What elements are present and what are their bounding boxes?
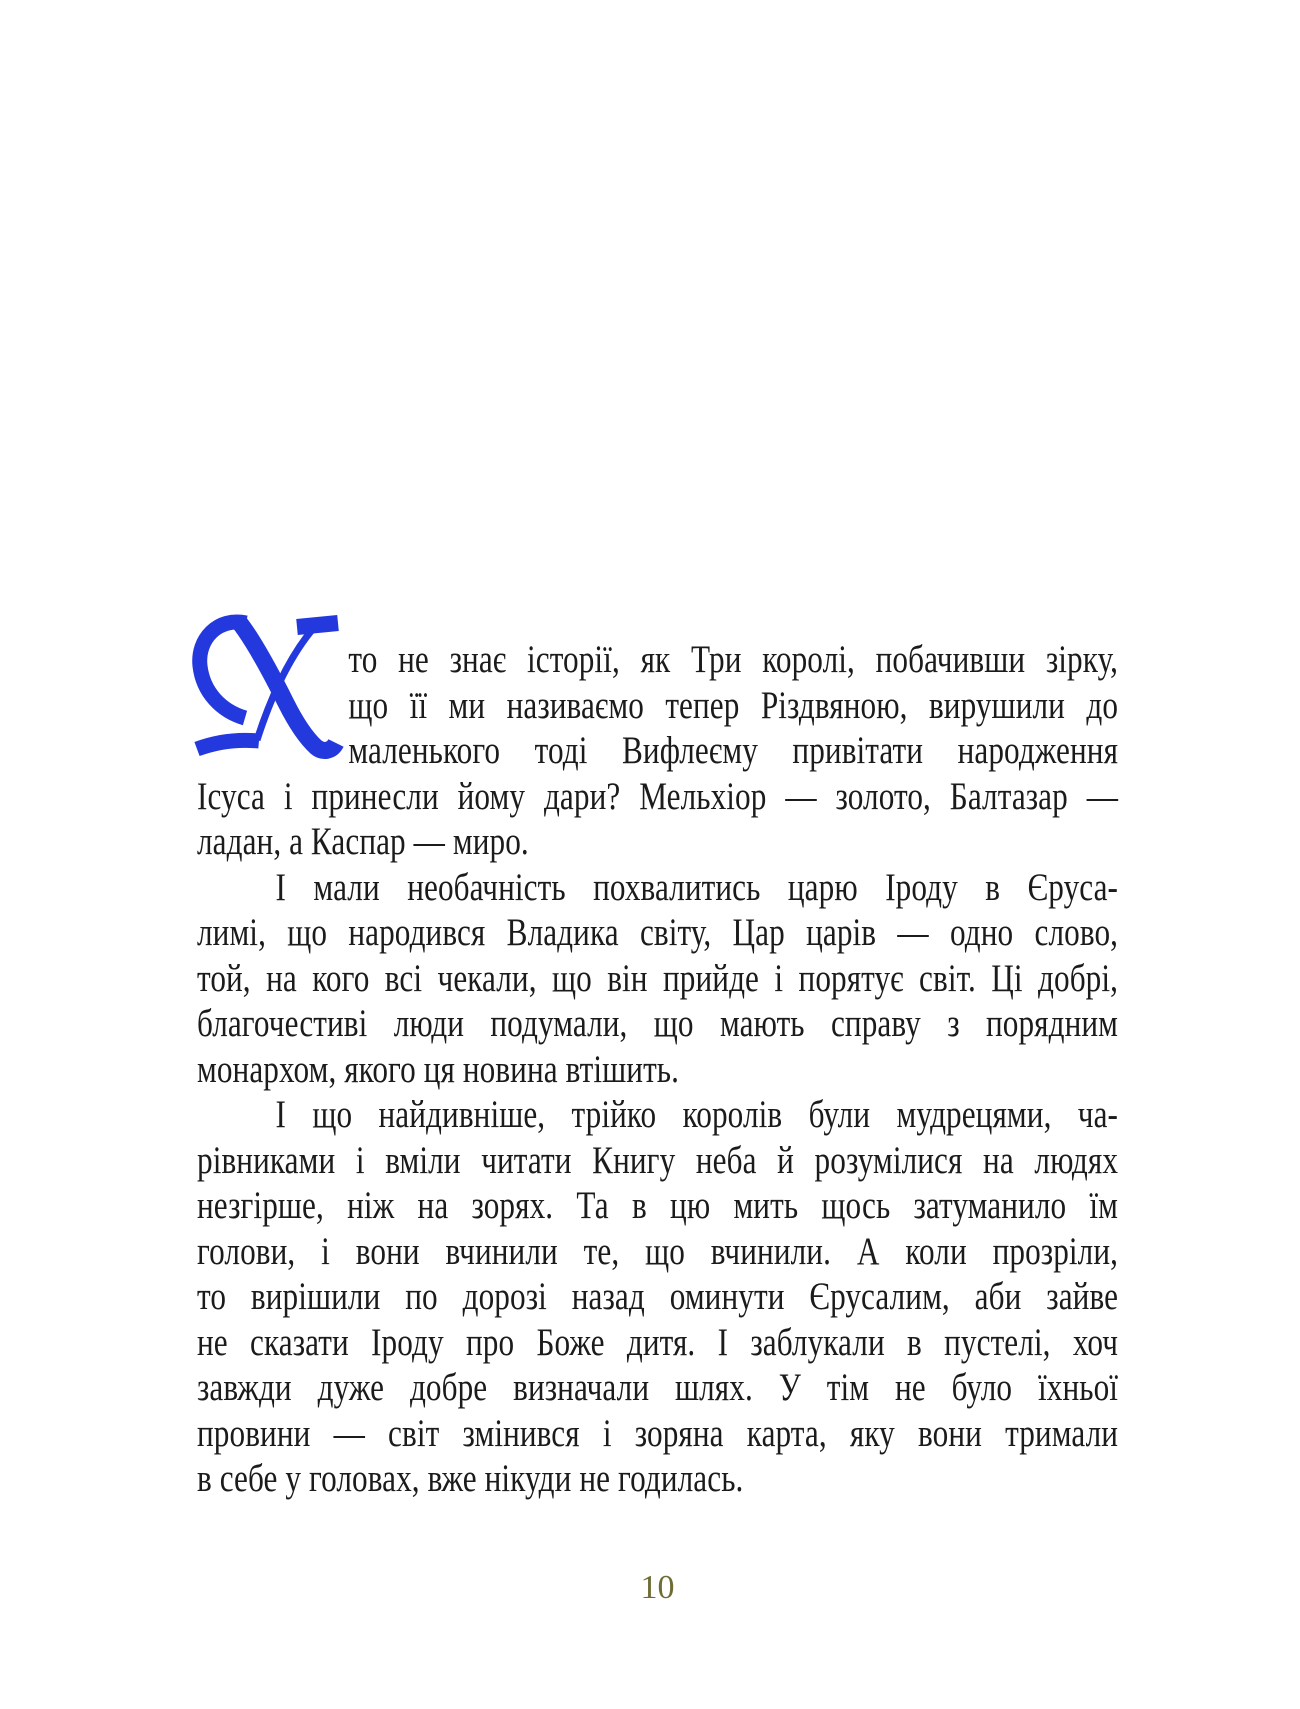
body-text (197, 637, 1118, 1502)
text-line-p2-l5: монархом, якого ця новина втішить. (197, 1047, 680, 1091)
text-line-p3-l9: в себе у головах, вже нікуди не годилась. (197, 1457, 744, 1500)
text-line-p1-l3: маленького тоді Вифлеєму привітати народження (348, 729, 1119, 772)
text-line-p2-l2: лимі, що народився Владика світу, Цар царів — одно слово, (197, 911, 1119, 954)
text-line-p3-l4: голови, і вони вчинили те, що вчинили. А коли прозріли, (197, 1229, 1119, 1273)
text-line-p3-l3: незгірше, ніж на зорях. Та в цю мить щось затуманило їм (197, 1184, 1119, 1227)
text-line-p3-l5: то вирішили по дорозі назад оминути Єрусалим, аби зайве (197, 1275, 1119, 1318)
text-line-p1-l4: Ісуса і принесли йому дари? Мельхіор — золото, Балтазар — (197, 774, 1119, 818)
text-line-p3-l7: завжди дуже добре визначали шлях. У тім не було їхньої (197, 1366, 1119, 1409)
text-line-p3-l2: рівниками і вміли читати Книгу неба й розумілися на людях (197, 1138, 1119, 1182)
text-line-p3-l8: провини — світ змінився і зоряна карта, яку вони тримали (197, 1411, 1119, 1455)
dropcap-top-serif (297, 623, 338, 627)
text-line-p3-l1: І що найдивніше, трійко королів були мудрецями, ча- (275, 1093, 1119, 1136)
text-line-p2-l1: І мали необачність похвалитись царю Іроду в Єруса- (275, 865, 1119, 909)
text-line-p2-l4: благочестиві люди подумали, що мають справу з порядним (197, 1002, 1119, 1045)
text-line-p2-l3: той, на кого всі чекали, що він прийде і порятує світ. Ці добрі, (197, 956, 1119, 1000)
text-line-p1-l1: то не знає історії, як Три королі, побачивши зірку, (348, 638, 1119, 681)
text-line-p1-l5: ладан, а Каспар — миро. (197, 820, 529, 863)
page-number: 10 (640, 1569, 675, 1606)
text-line-p1-l2: що її ми називаємо тепер Різдвяною, вирушили до (348, 683, 1119, 727)
text-line-p3-l6: не сказати Іроду про Боже дитя. І заблукали в пустелі, хоч (197, 1320, 1119, 1364)
